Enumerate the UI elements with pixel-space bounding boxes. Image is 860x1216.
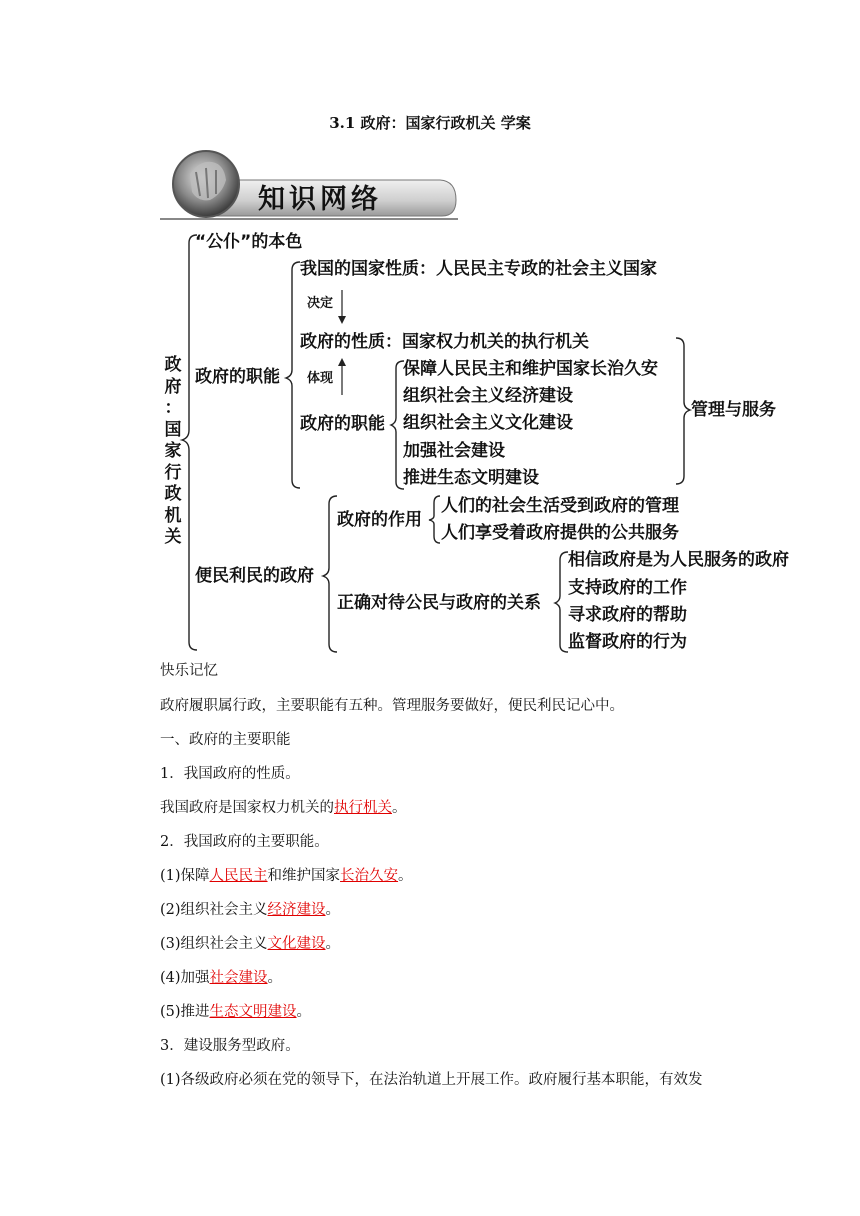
memory-title: 快乐记忆 (160, 663, 218, 679)
node-relation: 正确对待公民与政府的关系 (337, 593, 541, 613)
key-answer: 生态文明建设 (209, 1004, 297, 1020)
key-answer: 社会建设 (209, 970, 268, 986)
relation-item: 相信政府是为人民服务的政府 (568, 550, 789, 570)
memory-text: 政府履职属行政，主要职能有五种。管理服务要做好，便民利民记心中。 (160, 698, 624, 714)
node-gov-nature: 政府的性质：国家权力机关的执行机关 (300, 332, 589, 352)
relation-item: 寻求政府的帮助 (568, 605, 687, 625)
page-title: 3.1 政府：国家行政机关 学案 (329, 114, 531, 132)
banner-title: 知识网络 (258, 184, 382, 215)
item-heading: 1．我国政府的性质。 (160, 766, 300, 782)
label-decide: 决定 (307, 296, 334, 311)
function-line: (2)组织社会主义经济建设。 (160, 902, 341, 918)
node-people-gov: 便民利民的政府 (195, 566, 314, 586)
node-servant: “公仆”的本色 (195, 232, 303, 252)
node-manage-serve: 管理与服务 (691, 400, 776, 420)
function-item: 组织社会主义文化建设 (403, 413, 573, 433)
role-item: 人们的社会生活受到政府的管理 (441, 496, 679, 516)
function-line: (5)推进生态文明建设。 (160, 1004, 312, 1020)
function-line: (1)保障人民民主和维护国家长治久安。 (160, 868, 413, 884)
function-item: 保障人民民主和维护国家长治久安 (403, 359, 658, 379)
item-text: (1)各级政府必须在党的领导下，在法治轨道上开展工作。政府履行基本职能，有效发 (160, 1072, 703, 1088)
key-answer: 人民民主 (209, 868, 268, 884)
node-gov-functions: 政府的职能 (300, 414, 385, 434)
key-answer: 长治久安 (340, 868, 399, 884)
node-state-nature: 我国的国家性质：人民民主专政的社会主义国家 (300, 259, 657, 279)
key-answer: 文化建设 (267, 936, 326, 952)
key-answer: 经济建设 (267, 902, 326, 918)
function-item: 组织社会主义经济建设 (403, 386, 573, 406)
function-line: (3)组织社会主义文化建设。 (160, 936, 341, 952)
node-functions: 政府的职能 (195, 367, 280, 387)
item-heading: 2．我国政府的主要职能。 (160, 834, 329, 850)
section-heading: 一、政府的主要职能 (160, 732, 291, 748)
function-item: 加强社会建设 (403, 441, 505, 461)
key-answer: 执行机关 (334, 800, 392, 816)
item-text: 我国政府是国家权力机关的执行机关。 (160, 800, 407, 816)
relation-item: 监督政府的行为 (568, 632, 687, 652)
label-embody: 体现 (307, 371, 334, 386)
function-item: 推进生态文明建设 (403, 468, 539, 488)
relation-item: 支持政府的工作 (568, 578, 687, 598)
mindmap-root: 政 府 ： 国 家 行 政 机 关 (164, 355, 182, 547)
item-heading: 3．建设服务型政府。 (160, 1038, 300, 1054)
function-line: (4)加强社会建设。 (160, 970, 283, 986)
node-role: 政府的作用 (337, 510, 422, 530)
role-item: 人们享受着政府提供的公共服务 (441, 523, 679, 543)
